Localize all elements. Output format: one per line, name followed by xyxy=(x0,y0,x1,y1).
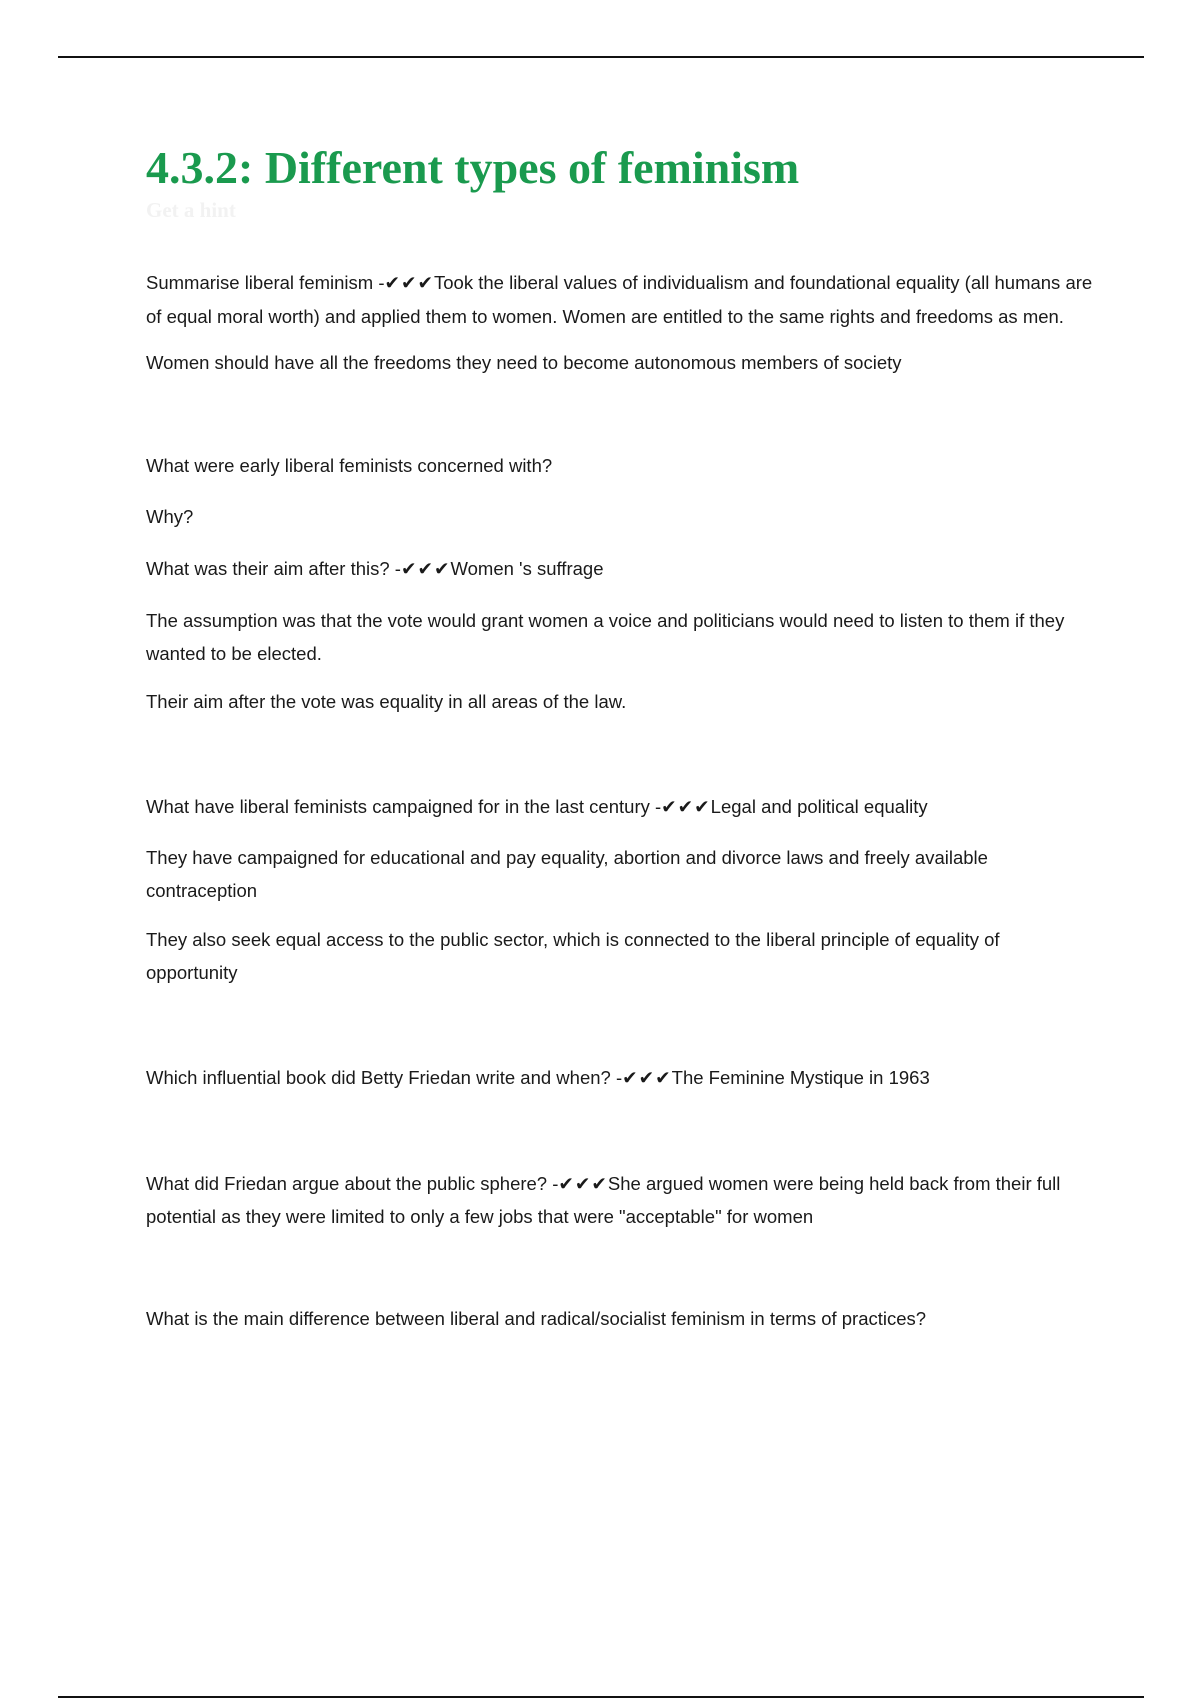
bottom-rule xyxy=(58,1696,1144,1698)
top-rule xyxy=(58,56,1144,58)
watermark-text: Get a hint xyxy=(146,198,236,222)
question-text: Summarise liberal feminism - xyxy=(146,272,385,293)
check-mark-icon: ✔✔✔ xyxy=(558,1173,608,1195)
question-text: What did Friedan argue about the public sphere? - xyxy=(146,1172,559,1194)
check-mark-icon: ✔✔✔ xyxy=(622,1068,672,1089)
question-line: What were early liberal feminists concerned with? xyxy=(146,454,553,476)
qa-item-aim xyxy=(146,553,1096,587)
page-title: 4.3.2: Different types of feminism xyxy=(146,142,800,193)
document-body xyxy=(146,140,1096,1335)
answer-text: The Feminine Mystique in 1963 xyxy=(671,1067,930,1088)
question-line: Why? xyxy=(146,506,194,527)
qa-item-liberal-feminism xyxy=(146,267,1096,333)
qa-item-public-sphere xyxy=(146,1168,1096,1234)
answer-extra: The assumption was that the vote would grant women a voice and politicians would need to listen to them if they wanted to be elected. xyxy=(146,610,1065,664)
answer-text: Women 's suffrage xyxy=(450,557,604,579)
question-text: What was their aim after this? - xyxy=(146,557,401,579)
check-mark-icon: ✔✔✔ xyxy=(400,558,451,580)
qa-item-friedan-book xyxy=(146,1062,1096,1096)
answer-extra: They have campaigned for educational and pay equality, abortion and divorce laws and freely available contraception xyxy=(146,847,988,901)
check-mark-icon: ✔✔✔ xyxy=(661,796,711,818)
question-text: What have liberal feminists campaigned for in the last century - xyxy=(146,795,662,817)
question-text: Which influential book did Betty Friedan write and when? - xyxy=(146,1067,623,1088)
answer-extra: Their aim after the vote was equality in all areas of the law. xyxy=(146,691,627,712)
qa-item-campaigns xyxy=(146,791,1096,825)
answer-extra: Women should have all the freedoms they need to become autonomous members of society xyxy=(146,352,902,373)
answer-text: She argued women were being held back from their full potential as they were limited to only a few jobs that were "acceptable" for women xyxy=(146,1172,1061,1227)
question-line: What is the main difference between liberal and radical/socialist feminism in terms of practices? xyxy=(146,1307,927,1329)
answer-extra: They also seek equal access to the public sector, which is connected to the liberal principle of equality of opportunity xyxy=(146,929,1000,983)
answer-text: Legal and political equality xyxy=(710,795,928,817)
check-mark-icon: ✔✔✔ xyxy=(384,273,435,294)
answer-text: Took the liberal values of individualism and foundational equality (all humans are of equal moral worth) and applied them to women. Women are entitled to the same rights and freedoms as men. xyxy=(146,272,1093,327)
